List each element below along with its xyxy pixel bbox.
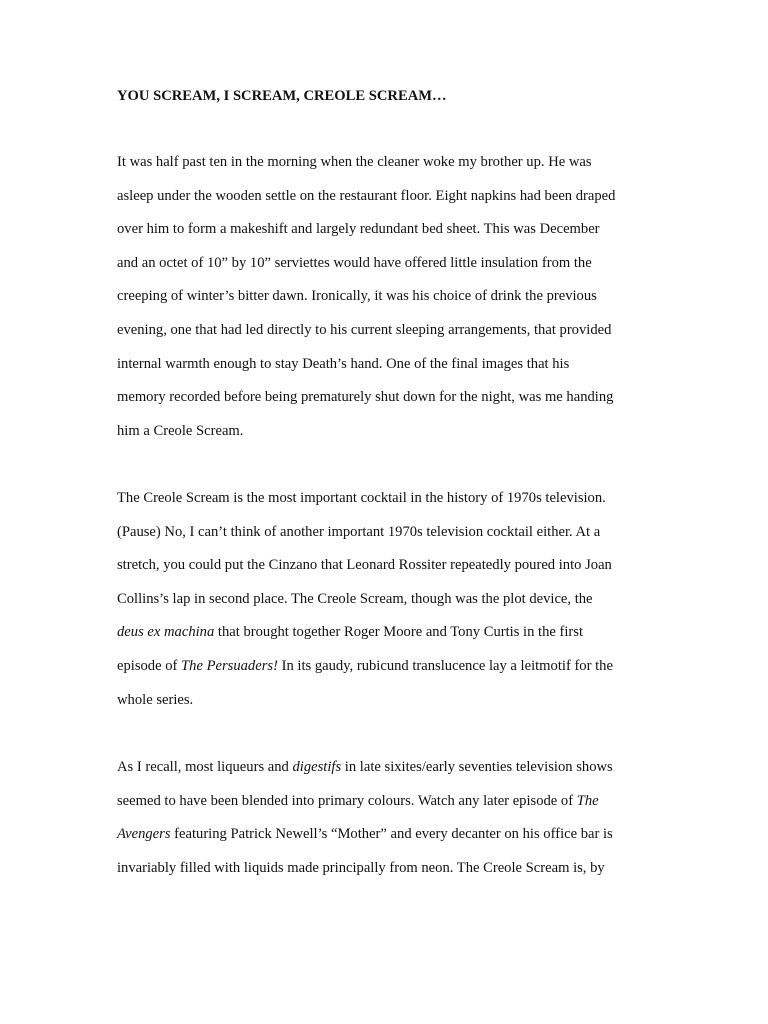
text-line [117,186,615,220]
text-line [117,320,615,354]
text-segment: whole series. [117,691,194,708]
text-segment: him a Creole Scream. [117,422,244,439]
document-title: YOU SCREAM, I SCREAM, CREOLE SCREAM… [117,88,447,104]
text-line [117,354,615,388]
text-line [117,589,613,623]
text-segment: Collins’s lap in second place. The Creole Scream, though was the plot device, the [117,590,593,607]
italic-text: The Persuaders! [181,657,278,674]
text-segment: in late sixites/early seventies television shows [341,759,613,775]
italic-text: deus ex machina [117,624,215,641]
paragraph-1 [117,152,615,454]
text-segment: memory recorded before being prematurely shut down for the night, was me handing [117,389,614,406]
italic-text: The [576,792,599,809]
text-line [117,488,613,522]
text-segment: over him to form a makeshift and largely redundant bed sheet. This was December [117,221,600,238]
paragraph-2 [117,488,613,723]
text-segment: (Pause) No, I can’t think of another important 1970s television cocktail either. At a [117,523,601,540]
text-segment: that brought together Roger Moore and Tony Curtis in the first [214,624,584,641]
text-line [117,824,613,858]
text-segment: asleep under the wooden settle on the restaurant floor. Eight napkins had been draped [117,187,616,204]
text-line [117,253,615,287]
paragraph-3 [117,757,613,891]
text-segment: featuring Patrick Newell’s “Mother” and every decanter on his office bar is [170,826,613,843]
text-line [117,555,613,589]
text-line [117,858,613,892]
text-segment: stretch, you could put the Cinzano that Leonard Rossiter repeatedly poured into Joan [117,557,612,574]
italic-text: Avengers [117,826,171,843]
text-segment: invariably filled with liquids made principally from neon. The Creole Scream is, by [117,859,605,876]
text-line [117,791,613,825]
text-line [117,286,615,320]
text-line [117,656,613,690]
text-line [117,522,613,556]
text-line [117,622,613,656]
text-line [117,421,615,455]
text-segment: In its gaudy, rubicund translucence lay a leitmotif for the [277,657,613,674]
text-segment: and an octet of 10” by 10” serviettes would have offered little insulation from the [117,254,592,271]
text-line [117,152,615,186]
text-line [117,757,613,791]
text-line [117,387,615,421]
text-segment: seemed to have been blended into primary colours. Watch any later episode of [117,792,577,809]
text-segment: creeping of winter’s bitter dawn. Ironically, it was his choice of drink the previous [117,288,597,305]
text-segment: internal warmth enough to stay Death’s hand. One of the final images that his [117,355,570,372]
text-segment: evening, one that had led directly to his current sleeping arrangements, that provided [117,321,612,338]
text-segment: It was half past ten in the morning when the cleaner woke my brother up. He was [117,154,592,170]
italic-text: digestifs [292,759,342,775]
text-line [117,219,615,253]
text-segment: As I recall, most liqueurs and [117,759,293,775]
text-segment: The Creole Scream is the most important cocktail in the history of 1970s television. [117,490,606,506]
text-segment: episode of [117,657,182,674]
text-line [117,690,613,724]
